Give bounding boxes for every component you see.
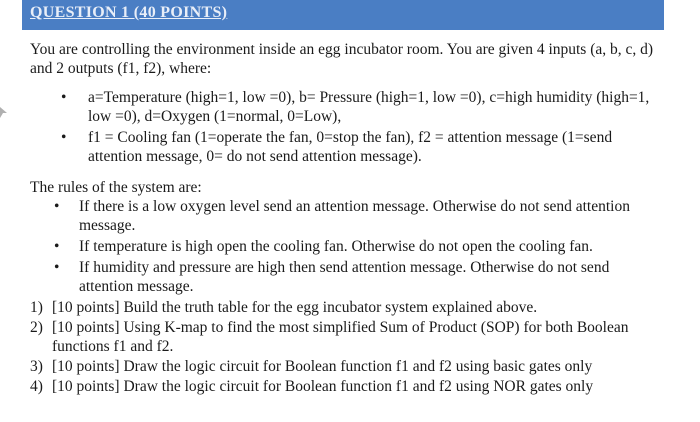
bullet-icon: • (61, 129, 67, 146)
bullet-icon: • (54, 259, 60, 276)
rules-list (30, 197, 662, 296)
bullet-icon: • (54, 198, 60, 215)
inputs-list-item-text: f1 = Cooling fan (1=operate the fan, 0=stop the fan), f2 = attention message (1=send attention message, 0= do not send attention message). (88, 129, 613, 165)
task-number: 1) (30, 299, 43, 316)
task-text: [10 points] Draw the logic circuit for Boolean function f1 and f2 using basic gates only (52, 358, 593, 375)
task-item (30, 298, 662, 317)
task-text: [10 points] Build the truth table for the egg incubator system explained above. (52, 299, 538, 316)
rules-list-item (30, 197, 662, 235)
task-number: 3) (30, 358, 43, 375)
inputs-list (30, 88, 662, 166)
inputs-list-item (30, 128, 662, 166)
rules-heading: The rules of the system are: (30, 179, 202, 196)
task-number: 2) (30, 319, 43, 336)
task-item (30, 377, 662, 396)
inputs-list-item-text: a=Temperature (high=1, low =0), b= Pressure (high=1, low =0), c=high humidity (high=1, low =0), d=Oxygen (1=normal, 0=Low), (88, 89, 650, 125)
task-item (30, 318, 662, 356)
rules-list-item-text: If there is a low oxygen level send an attention message. Otherwise do not send attention message. (79, 198, 630, 234)
cursor-arrow-icon (0, 107, 8, 119)
task-text: [10 points] Draw the logic circuit for Boolean function f1 and f2 using NOR gates only (52, 378, 594, 395)
intro-paragraph: You are controlling the environment inside an egg incubator room. You are given 4 inputs (a, b, c, d) and 2 outputs (f1, f2), where: (30, 41, 654, 77)
question-body (30, 40, 662, 397)
task-number: 4) (30, 378, 43, 395)
task-text: [10 points] Using K-map to find the most simplified Sum of Product (SOP) for both Boolean functions f1 and f2. (52, 319, 629, 355)
rules-list-item-text: If temperature is high open the cooling fan. Otherwise do not open the cooling fan. (79, 238, 593, 255)
tasks-list (30, 298, 662, 396)
task-item (30, 357, 662, 376)
bullet-icon: • (54, 238, 60, 255)
question-header-bar (22, 0, 664, 30)
question-title: QUESTION 1 (40 POINTS) (30, 4, 228, 21)
rules-list-item (30, 237, 662, 256)
bullet-icon: • (61, 89, 67, 106)
inputs-list-item (30, 88, 662, 126)
rules-list-item-text: If humidity and pressure are high then send attention message. Otherwise do not send attention message. (79, 259, 610, 295)
rules-list-item (30, 258, 662, 296)
